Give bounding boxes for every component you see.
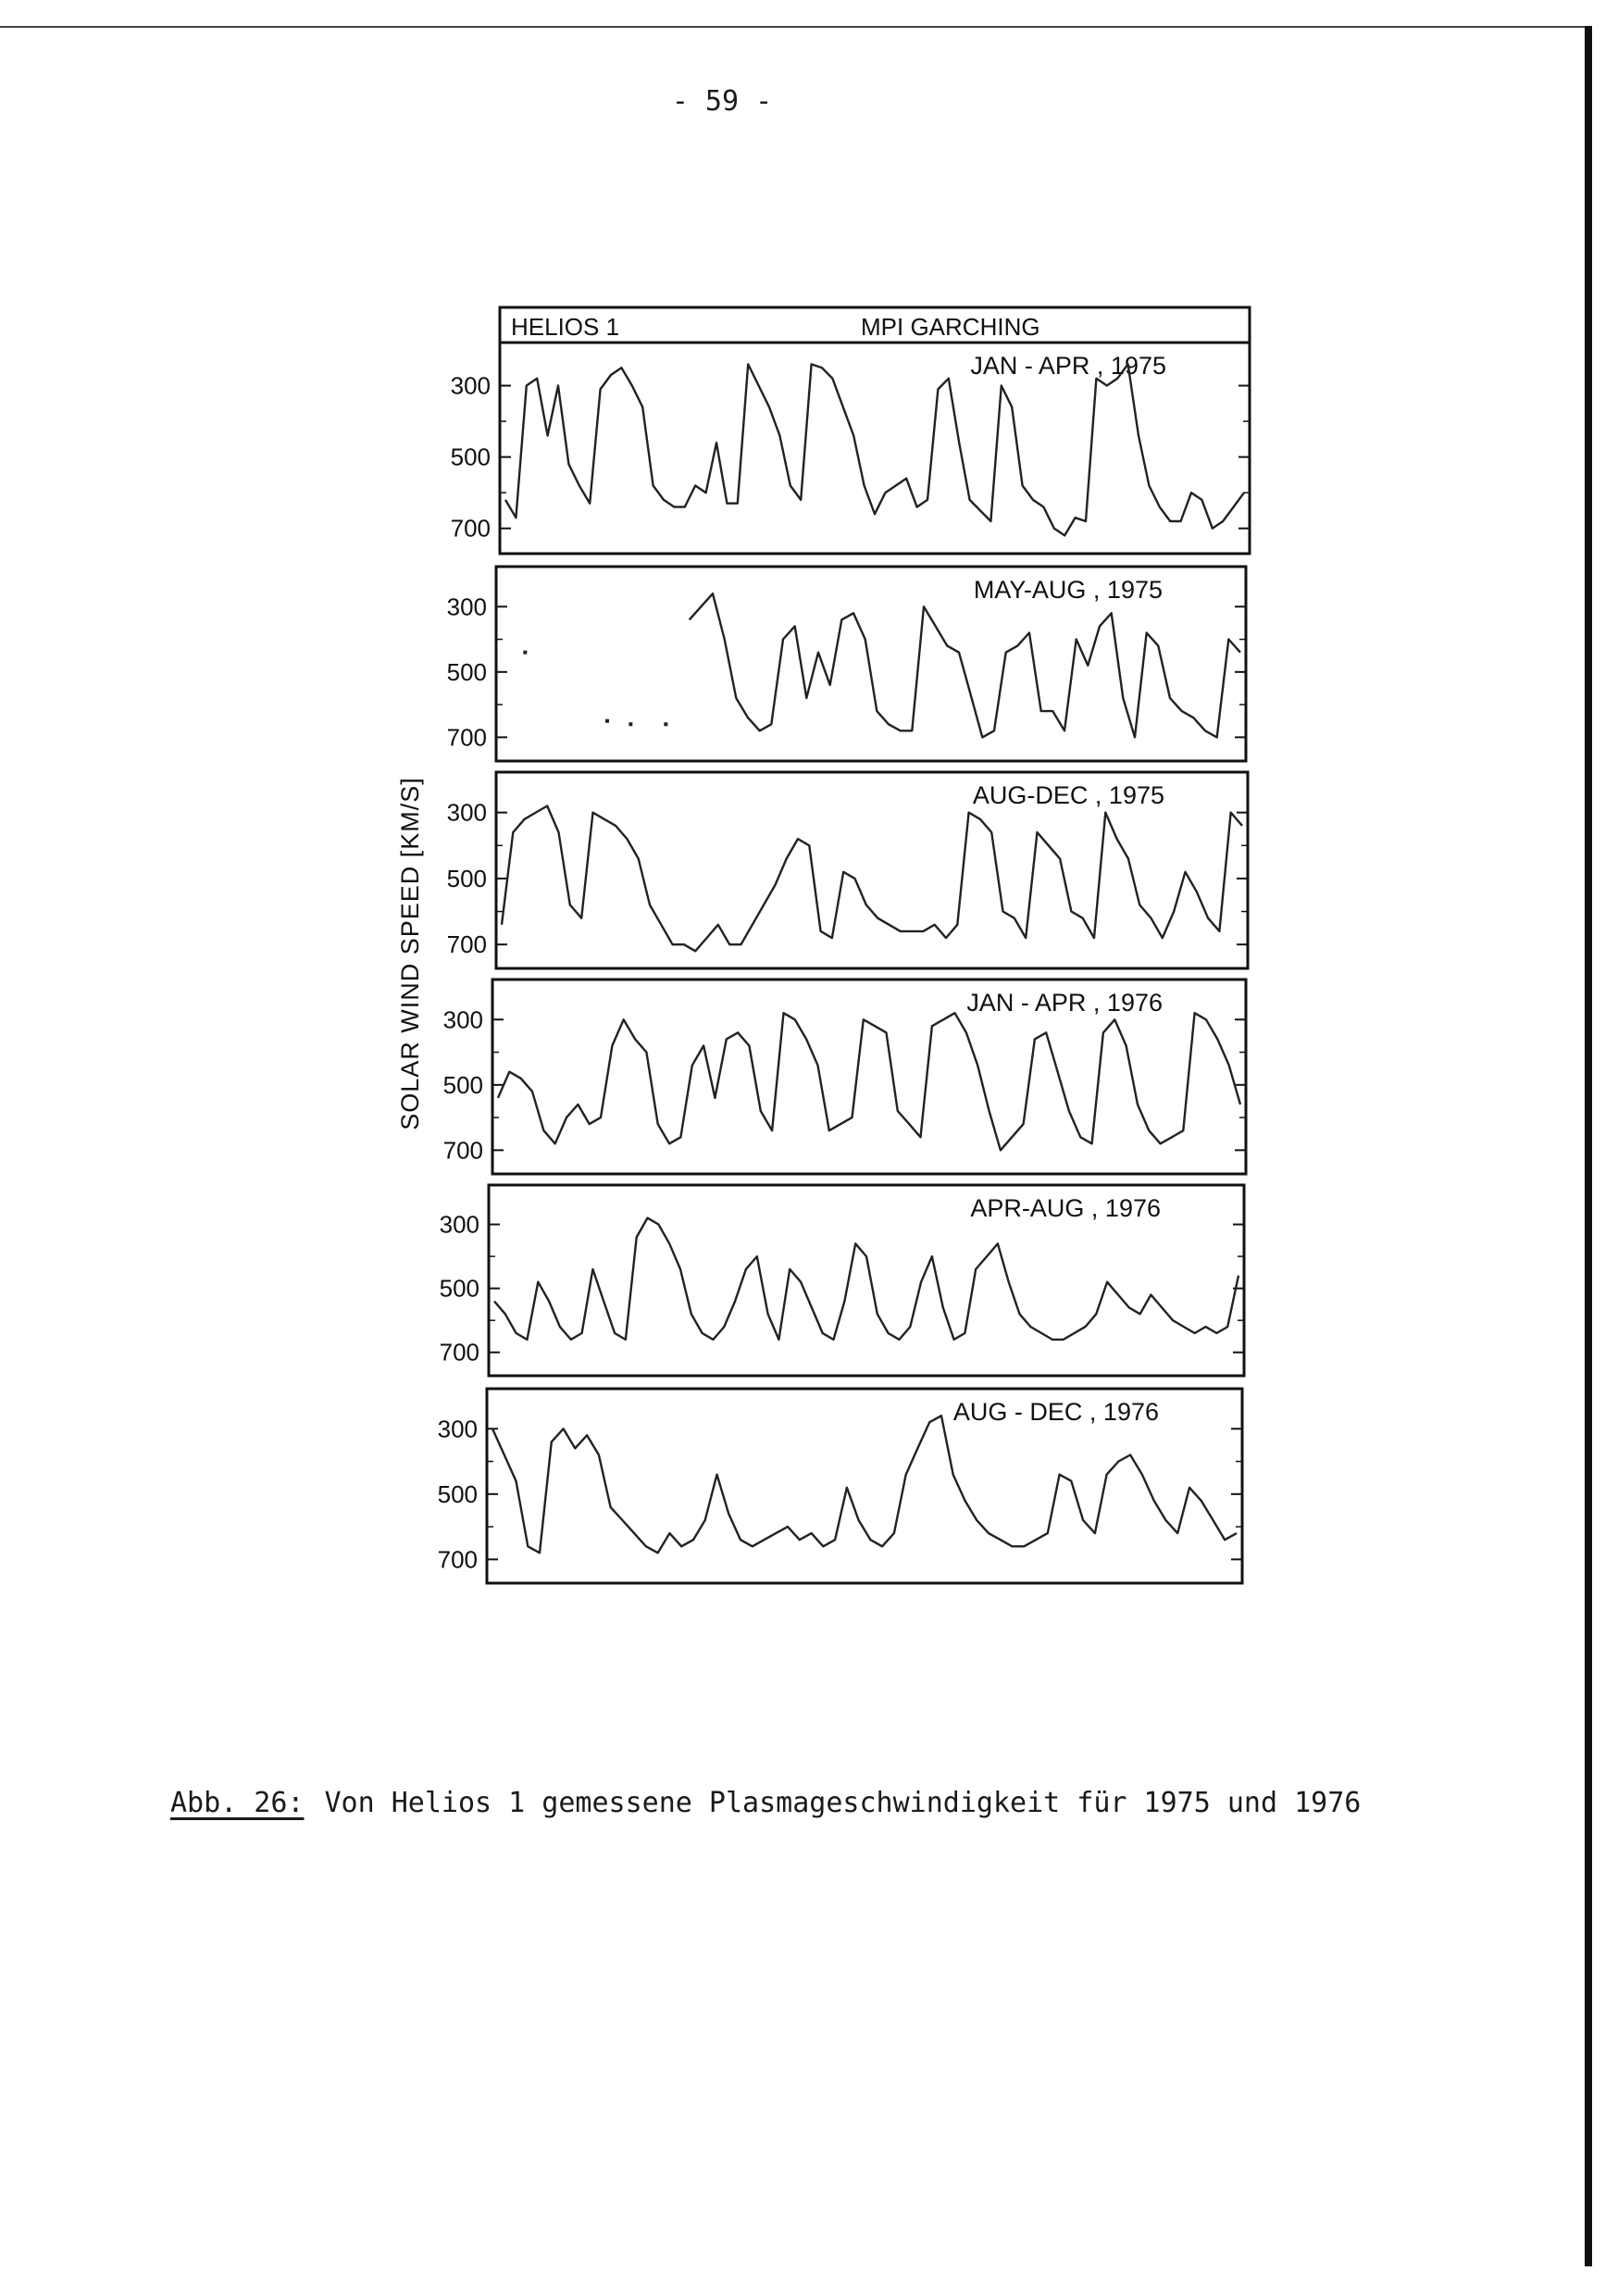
figure-header-center: MPI GARCHING	[861, 313, 1040, 341]
page-number: - 59 -	[671, 85, 773, 118]
series-line	[494, 1218, 1238, 1340]
y-tick-label: 300	[442, 1005, 483, 1034]
caption-label: Abb. 26:	[170, 1787, 305, 1819]
series-line	[505, 364, 1244, 535]
y-axis-label: SOLAR WIND SPEED [KM/S]	[396, 777, 424, 1130]
panel-2	[447, 567, 1246, 761]
y-tick-label: 300	[446, 593, 487, 621]
y-tick-label: 500	[446, 864, 487, 892]
series-line	[690, 593, 1240, 737]
y-tick-label: 300	[437, 1415, 478, 1443]
series-line	[502, 806, 1242, 952]
y-tick-label: 700	[437, 1545, 478, 1574]
caption-text: Von Helios 1 gemessene Plasmageschwindigkeit für 1975 und 1976	[324, 1787, 1362, 1819]
y-tick-label: 500	[437, 1479, 478, 1508]
y-tick-label: 500	[450, 443, 491, 471]
y-tick-label: 700	[439, 1338, 479, 1366]
y-tick-label: 700	[442, 1136, 483, 1165]
y-tick-label: 500	[442, 1070, 483, 1099]
panel-6	[438, 1389, 1242, 1583]
y-tick-label: 300	[450, 371, 491, 400]
panel-period-label: AUG-DEC , 1975	[972, 781, 1164, 809]
y-tick-label: 700	[446, 930, 487, 959]
data-point	[605, 719, 609, 723]
panel-period-label: AUG - DEC , 1976	[952, 1398, 1159, 1426]
panel-period-label: JAN - APR , 1976	[966, 989, 1163, 1017]
y-tick-label: 500	[446, 657, 487, 686]
panel-period-label: APR-AUG , 1976	[970, 1194, 1161, 1222]
panel-1	[451, 343, 1250, 554]
y-tick-label: 500	[439, 1274, 479, 1303]
data-point	[629, 722, 632, 726]
y-tick-label: 700	[450, 514, 491, 543]
series-line	[492, 1416, 1237, 1553]
data-point	[664, 722, 667, 726]
y-tick-label: 300	[446, 798, 487, 827]
series-line	[498, 1013, 1240, 1150]
panel-period-label: MAY-AUG , 1975	[973, 576, 1163, 604]
panel-4	[443, 980, 1246, 1174]
panel-3	[447, 772, 1248, 968]
figure-header-left: HELIOS 1	[511, 313, 620, 341]
data-point	[523, 651, 527, 655]
y-tick-label: 300	[439, 1210, 479, 1239]
panel-5	[440, 1185, 1244, 1376]
figure-caption	[170, 1787, 1361, 1819]
y-tick-label: 700	[446, 723, 487, 752]
panel-period-label: JAN - APR , 1975	[970, 352, 1166, 380]
